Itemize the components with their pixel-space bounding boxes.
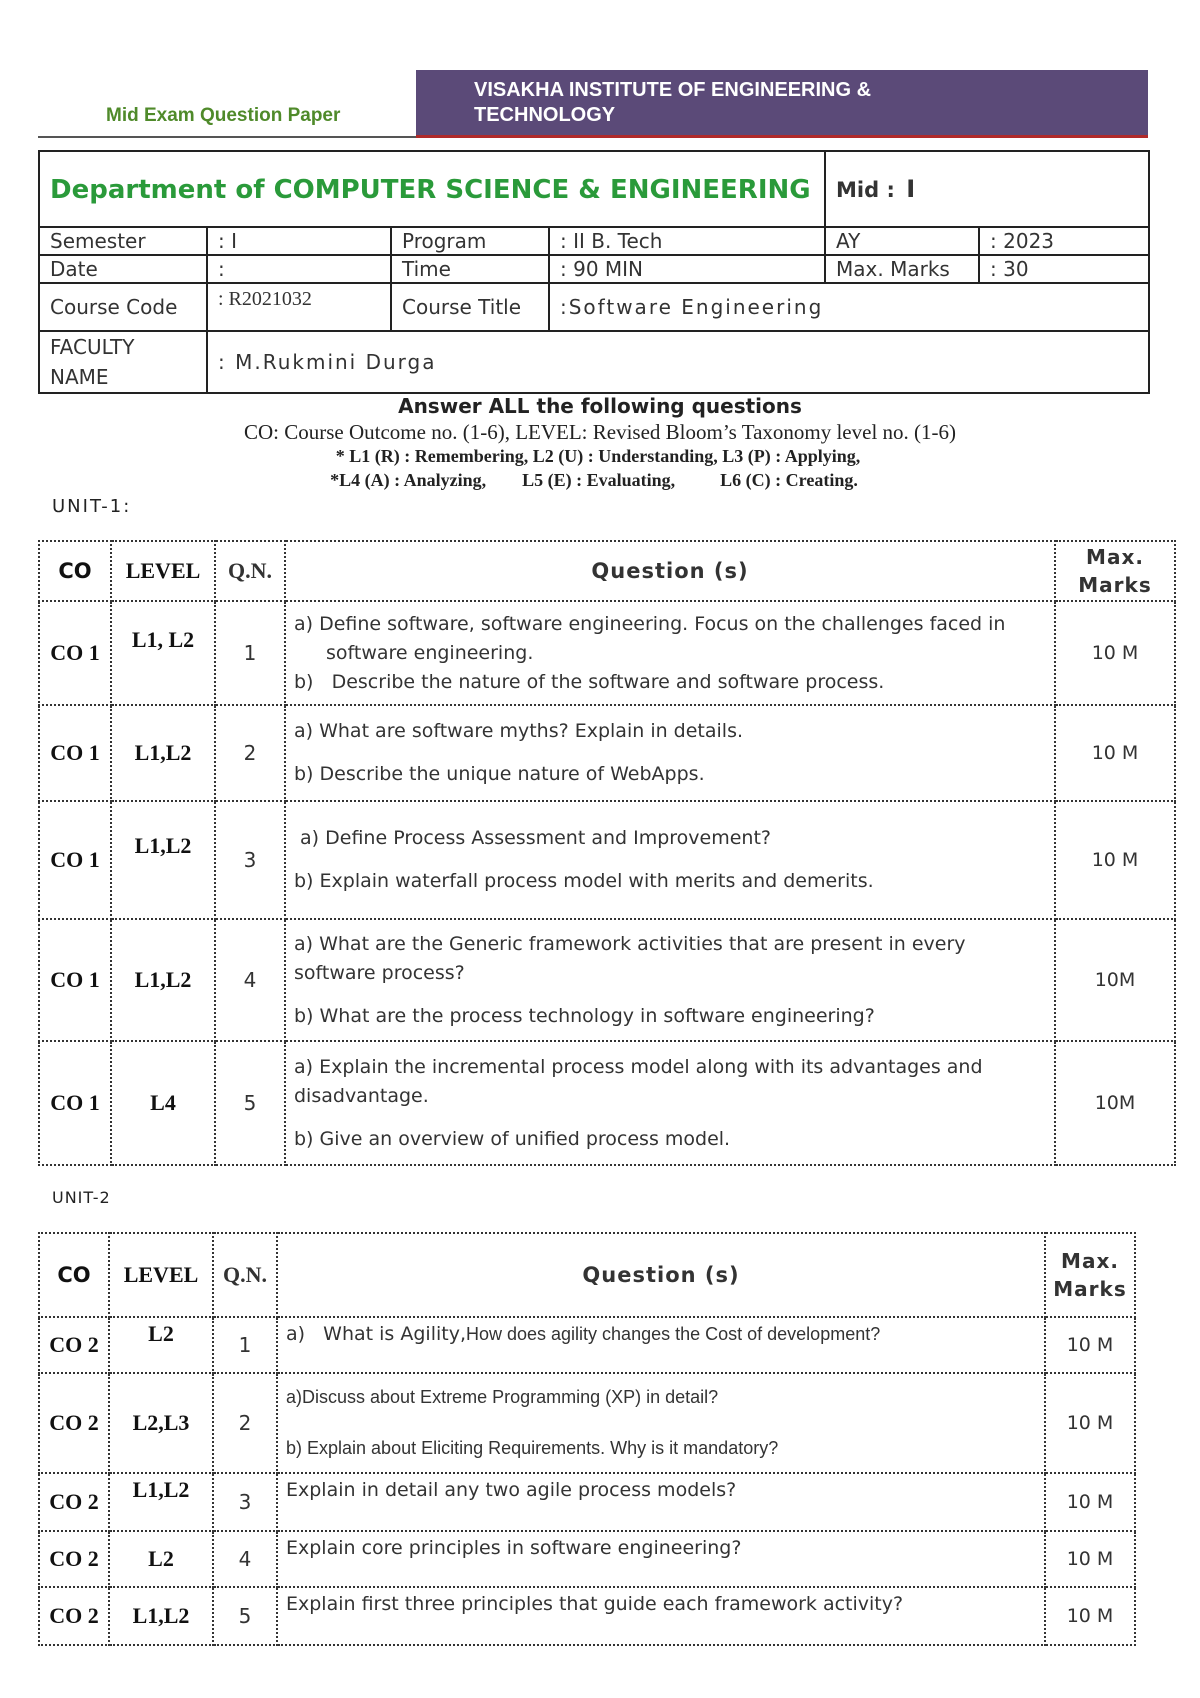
date-value: : (207, 255, 391, 283)
faculty-value: : M.Rukmini Durga (207, 331, 1149, 393)
course-title-label: Course Title (391, 283, 549, 331)
marks-cell: 10 M (1055, 801, 1175, 919)
header-qn: Q.N. (215, 541, 285, 601)
qn-cell: 4 (213, 1531, 277, 1587)
question-cell (285, 705, 1055, 801)
marks-cell: 10 M (1045, 1531, 1135, 1587)
level-cell: L1,L2 (111, 919, 215, 1041)
question-text: Explain in detail any two agile process models? (286, 1479, 737, 1501)
program-value: : II B. Tech (549, 227, 825, 255)
header-divider (38, 136, 416, 138)
level-cell: L1,L2 (109, 1473, 213, 1531)
level-cell: L2,L3 (109, 1373, 213, 1473)
question-part-b: b) Describe the unique nature of WebApps. (294, 763, 705, 785)
table-row (39, 919, 1175, 1041)
marks-cell: 10 M (1055, 601, 1175, 705)
mid-number (825, 151, 1149, 227)
question-cell (277, 1373, 1045, 1473)
marks-cell: 10M (1055, 919, 1175, 1041)
question-cell (277, 1473, 1045, 1531)
marks-cell: 10 M (1055, 705, 1175, 801)
co-cell: CO 1 (39, 801, 111, 919)
question-part-a: a) Define software, software engineering. Focus on the challenges faced in software engineering. (294, 612, 1006, 664)
course-code-value: : R2021032 (207, 283, 391, 331)
question-part-a: a)Discuss about Extreme Programming (XP) in detail? (286, 1387, 719, 1407)
program-label: Program (391, 227, 549, 255)
table-row (39, 705, 1175, 801)
question-cell (285, 1041, 1055, 1165)
ay-label: AY (825, 227, 979, 255)
institute-banner (416, 70, 1148, 138)
faculty-label: FACULTY NAME (39, 331, 207, 393)
level-cell: L1, L2 (111, 601, 215, 705)
level-cell: L2 (109, 1317, 213, 1373)
header-question: Question (s) (285, 541, 1055, 601)
marks-cell: 10 M (1045, 1473, 1135, 1531)
co-cell: CO 2 (39, 1373, 109, 1473)
header-max-marks: Max. Marks (1045, 1233, 1135, 1317)
question-part-a: a) What are the Generic framework activities that are present in every software process? (294, 932, 966, 984)
header-co: CO (39, 541, 111, 601)
qn-cell: 3 (215, 801, 285, 919)
level-cell: L1,L2 (111, 801, 215, 919)
qn-cell: 1 (213, 1317, 277, 1373)
co-cell: CO 2 (39, 1473, 109, 1531)
question-text: Explain core principles in software engineering? (286, 1537, 742, 1559)
table-header-row (39, 1233, 1135, 1317)
taxonomy-levels-line1: * L1 (R) : Remembering, L2 (U) : Understanding, L3 (P) : Applying, (335, 446, 861, 466)
qn-cell: 1 (215, 601, 285, 705)
co-cell: CO 2 (39, 1587, 109, 1645)
table-row (39, 1473, 1135, 1531)
semester-label: Semester (39, 227, 207, 255)
table-row (39, 801, 1175, 919)
mid-label: Mid : (836, 178, 895, 202)
level-cell: L1,L2 (109, 1587, 213, 1645)
institute-name (474, 78, 1094, 128)
question-text: Explain first three principles that guide each framework activity? (286, 1593, 904, 1615)
question-cell (277, 1587, 1045, 1645)
max-marks-value: : 30 (979, 255, 1149, 283)
table-row (39, 1373, 1135, 1473)
date-label: Date (39, 255, 207, 283)
question-part-b: b) Explain about Eliciting Requirements. Why is it mandatory? (286, 1438, 779, 1458)
table-row (39, 1587, 1135, 1645)
question-cell (285, 919, 1055, 1041)
table-row (39, 601, 1175, 705)
header-co: CO (39, 1233, 109, 1317)
question-part-b: b) Describe the nature of the software and software process. (294, 670, 885, 693)
max-marks-label: Max. Marks (825, 255, 979, 283)
mid-value: I (906, 175, 916, 203)
co-cell: CO 1 (39, 1041, 111, 1165)
qn-cell: 5 (213, 1587, 277, 1645)
question-cell (285, 601, 1055, 705)
co-cell: CO 2 (39, 1531, 109, 1587)
question-part-b: b) Give an overview of unified process model. (294, 1127, 731, 1150)
unit1-heading: UNIT-1: (52, 496, 132, 517)
marks-cell: 10M (1055, 1041, 1175, 1165)
course-info-table (38, 150, 1150, 394)
unit2-question-table (38, 1232, 1136, 1646)
qn-cell: 3 (213, 1473, 277, 1531)
question-part-b: b) What are the process technology in software engineering? (294, 1004, 875, 1027)
header-qn: Q.N. (213, 1233, 277, 1317)
question-part-a-continued: How does agility changes the Cost of development? (465, 1324, 881, 1344)
co-level-legend: CO: Course Outcome no. (1-6), LEVEL: Revised Bloom’s Taxonomy level no. (1-6) (243, 420, 957, 444)
co-cell: CO 1 (39, 705, 111, 801)
marks-cell: 10 M (1045, 1317, 1135, 1373)
level-cell: L4 (111, 1041, 215, 1165)
taxonomy-levels-line2: *L4 (A) : Analyzing, L5 (E) : Evaluating, L6 (C) : Creating. (330, 470, 858, 490)
course-code-label: Course Code (39, 283, 207, 331)
qn-cell: 2 (215, 705, 285, 801)
question-part-a: a) Define Process Assessment and Improvement? (294, 827, 772, 849)
unit2-heading: UNIT-2 (52, 1188, 111, 1207)
co-cell: CO 2 (39, 1317, 109, 1373)
question-cell (285, 801, 1055, 919)
question-part-a: a) Explain the incremental process model along with its advantages and disadvantage. (294, 1055, 983, 1107)
department-title: Department of COMPUTER SCIENCE & ENGINEERING (39, 151, 825, 227)
time-label: Time (391, 255, 549, 283)
question-cell (277, 1317, 1045, 1373)
level-cell: L1,L2 (111, 705, 215, 801)
header-question: Question (s) (277, 1233, 1045, 1317)
qn-cell: 5 (215, 1041, 285, 1165)
institute-name-line2: TECHNOLOGY (474, 104, 616, 126)
table-row (39, 1041, 1175, 1165)
mid-exam-label: Mid Exam Question Paper (106, 105, 341, 126)
marks-cell: 10 M (1045, 1373, 1135, 1473)
level-cell: L2 (109, 1531, 213, 1587)
semester-value: : I (207, 227, 391, 255)
ay-value: : 2023 (979, 227, 1149, 255)
time-value: : 90 MIN (549, 255, 825, 283)
question-part-a: a) What is Agility, (286, 1323, 466, 1345)
co-cell: CO 1 (39, 601, 111, 705)
header-level: LEVEL (109, 1233, 213, 1317)
question-cell (277, 1531, 1045, 1587)
institute-name-line1: VISAKHA INSTITUTE OF ENGINEERING & (474, 79, 872, 101)
marks-cell: 10 M (1045, 1587, 1135, 1645)
co-cell: CO 1 (39, 919, 111, 1041)
question-part-b: b) Explain waterfall process model with merits and demerits. (294, 870, 874, 892)
table-row (39, 1317, 1135, 1373)
course-title-value: :Software Engineering (549, 283, 1149, 331)
unit1-question-table (38, 540, 1176, 1166)
table-row (39, 1531, 1135, 1587)
question-part-a: a) What are software myths? Explain in details. (294, 720, 744, 742)
header-level: LEVEL (111, 541, 215, 601)
instructions-heading: Answer ALL the following questions (398, 394, 802, 418)
header-max-marks: Max. Marks (1055, 541, 1175, 601)
qn-cell: 4 (215, 919, 285, 1041)
qn-cell: 2 (213, 1373, 277, 1473)
table-header-row (39, 541, 1175, 601)
